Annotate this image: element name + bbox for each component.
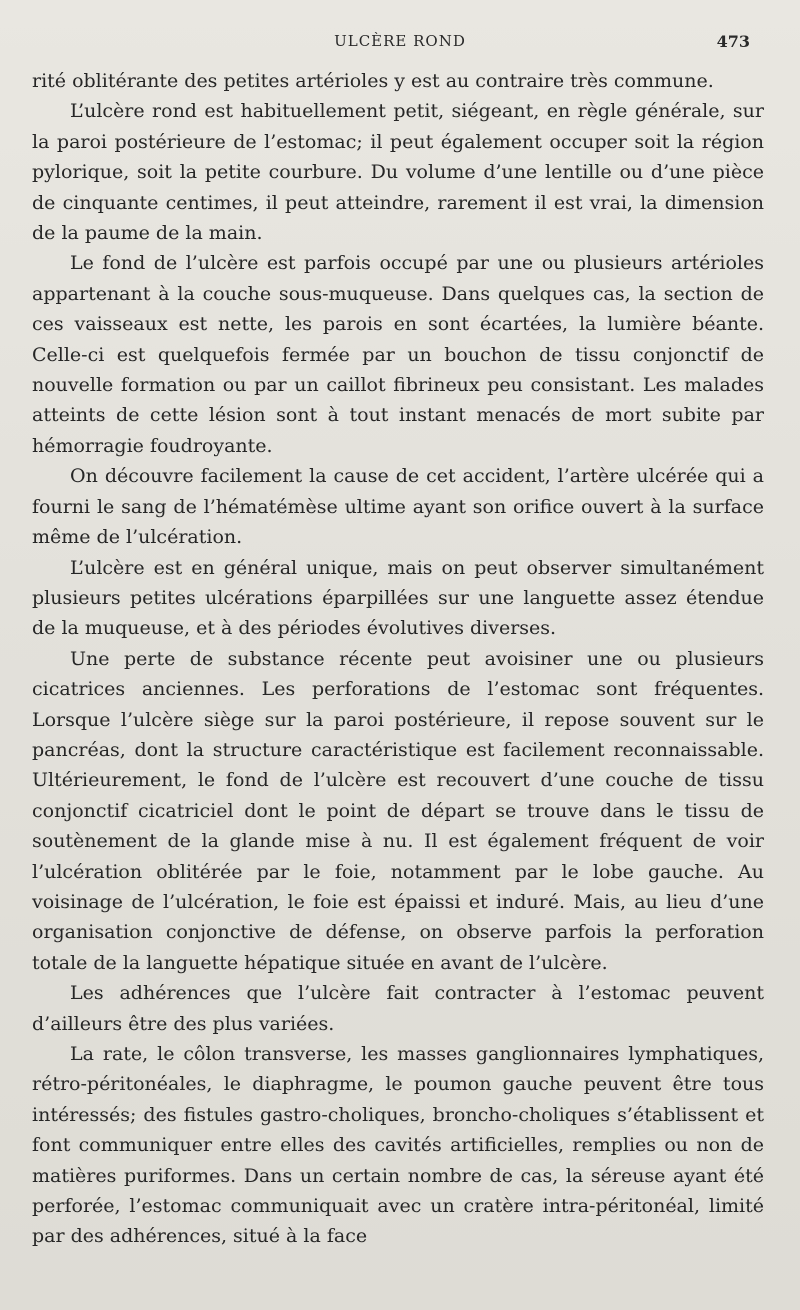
paragraph: On découvre facilement la cause de cet accident, l’artère ulcérée qui a fourni le sang de l’hématémèse ultime ayant son orifice ouvert à la surface même de l’ulcération. xyxy=(32,465,764,549)
paragraph: Les adhérences que l’ulcère fait contracter à l’estomac peuvent d’ailleurs être des plus variées. xyxy=(32,982,764,1035)
paragraph: Le fond de l’ulcère est parfois occupé par une ou plusieurs artérioles appartenant à la couche sous-muqueuse. Dans quelques cas, la section de ces vaisseaux est nette, les parois en sont écartées, la lumière béante. Celle-ci est quelquefois fermée par un bouchon de tissu conjonctif de nouvelle formation ou par un caillot fibrineux peu consistant. Les malades atteints de cette lésion sont à tout instant menacés de mort subite par hémorragie foudroyante. xyxy=(32,252,764,457)
paragraph: Une perte de substance récente peut avoisiner une ou plusieurs cicatrices anciennes. Les perforations de l’estomac sont fréquentes. Lorsque l’ulcère siège sur la paroi postérieure, il repose souvent sur le pancréas, dont la structure caractéristique est facilement reconnaissable. Ultérieurement, le fond de l’ulcère est recouvert d’une couche de tissu conjonctif cicatriciel dont le point de départ se trouve dans le tissu de soutènement de la glande mise à nu. Il est également fréquent de voir l’ulcération oblitérée par le foie, notamment par le lobe gauche. Au voisinage de l’ulcération, le foie est épaissi et induré. Mais, au lieu d’une organisation conjonctive de défense, on observe parfois la perforation totale de la languette hépatique située en avant de l’ulcère. xyxy=(32,647,764,974)
page-number: 473 xyxy=(716,32,750,51)
page-header xyxy=(0,32,800,56)
running-title: ULCÈRE ROND xyxy=(334,32,466,50)
paragraph: La rate, le côlon transverse, les masses ganglionnaires lymphatiques, rétro-péritonéales, le diaphragme, le poumon gauche peuvent être tous intéressés; des fistules gastro-choliques, broncho-choliques s’établissent et font communiquer entre elles des cavités artificielles, remplies ou non de matières puriformes. Dans un certain nombre de cas, la séreuse ayant été perforée, l’estomac communiquait avec un cratère intra-péritonéal, limité par des adhérences, situé à la face xyxy=(32,1043,764,1248)
paragraph-continuation: rité oblitérante des petites artérioles y est au contraire très commune. xyxy=(32,70,714,92)
paragraph: L’ulcère rond est habituellement petit, siégeant, en règle générale, sur la paroi postérieure de l’estomac; il peut également occuper soit la région pylorique, soit la petite courbure. Du volume d’une lentille ou d’une pièce de cinquante centimes, il peut atteindre, rarement il est vrai, la dimension de la paume de la main. xyxy=(32,100,764,245)
paragraph: L’ulcère est en général unique, mais on peut observer simultanément plusieurs petites ulcérations éparpillées sur une languette assez étendue de la muqueuse, et à des périodes évolutives diverses. xyxy=(32,556,764,640)
body-text xyxy=(32,66,764,1252)
